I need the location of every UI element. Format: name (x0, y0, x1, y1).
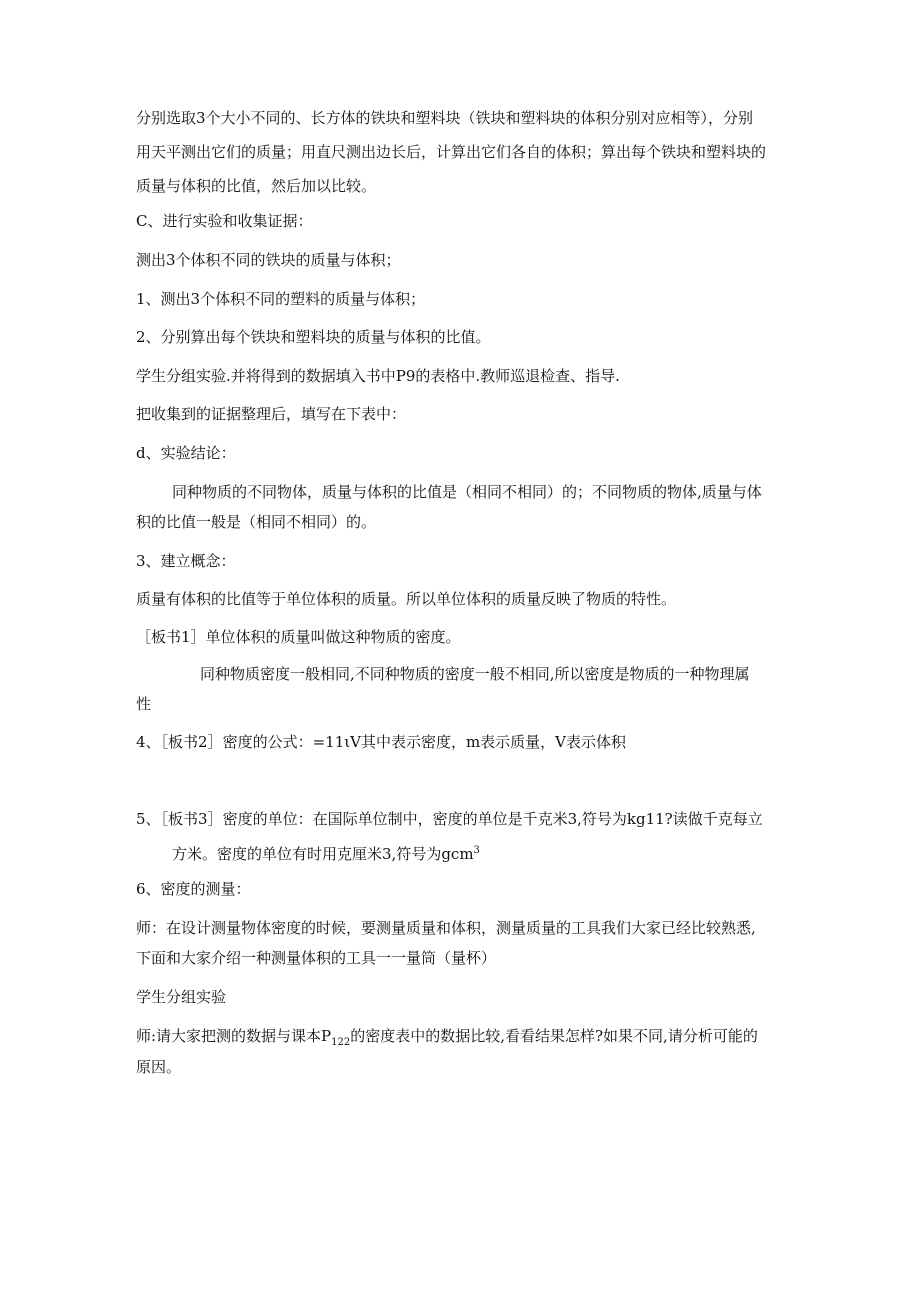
subscript: 122 (331, 1037, 351, 1048)
compare-line: 原因。 (136, 1058, 182, 1076)
paragraph-line: 质量有体积的比值等于单位体积的质量。所以单位体积的质量反映了物质的特性。 (136, 590, 677, 608)
paragraph-line: 学生分组实验 (136, 988, 227, 1006)
density-line: 同种物质密度一般相同,不同种物质的密度一般不相同,所以密度是物质的一种物理属 (200, 665, 750, 683)
paragraph-line: 分别选取3个大小不同的、长方体的铁块和塑料块（铁块和塑料块的体积分别对应相等），分别 (136, 109, 754, 127)
paragraph-line: 学生分组实验.并将得到的数据填入书中P9的表格中.教师巡退检查、指导. (136, 367, 620, 385)
list-item-3: 3、建立概念： (136, 552, 236, 570)
compare-text-b: 的密度表中的数据比较,看看结果怎样?如果不同,请分析可能的 (350, 1027, 758, 1045)
density-line: 性 (136, 695, 152, 713)
paragraph-line: 质量与体积的比值，然后加以比较。 (136, 177, 377, 195)
paragraph-line: 测出3个体积不同的铁块的质量与体积； (136, 251, 401, 269)
compare-text-a: 师:请大家把测的数据与课本P (136, 1027, 332, 1045)
paragraph-line: 把收集到的证据整理后，填写在下表中： (136, 405, 407, 423)
conclusion-line: 积的比值一般是（相同不相同）的。 (136, 513, 377, 531)
list-item-2: 2、分别算出每个铁块和塑料块的质量与体积的比值。 (136, 328, 491, 346)
teacher-line: 下面和大家介绍一种测量体积的工具一一量筒（量杯） (136, 949, 497, 967)
list-item-5: 5、［板书3］密度的单位：在国际单位制中，密度的单位是千克米3,符号为kg11?读做千克每立 (136, 810, 763, 828)
board-note-1: ［板书1］单位体积的质量叫做这种物质的密度。 (136, 628, 461, 646)
paragraph-line: 用天平测出它们的质量；用直尺测出边长后，计算出它们各自的体积；算出每个铁块和塑料块的 (136, 143, 767, 161)
teacher-line: 师：在设计测量物体密度的时候，要测量质量和体积，测量质量的工具我们大家已经比较熟悉, (136, 919, 756, 937)
section-d-title: d、实验结论： (136, 444, 236, 462)
unit-text: 方米。密度的单位有时用克厘米3,符号为gcm (172, 845, 474, 863)
list-item-1: 1、测出3个体积不同的塑料的质量与体积； (136, 290, 426, 308)
list-item-4: 4、［板书2］密度的公式：=11ιV其中表示密度，m表示质量，V表示体积 (136, 733, 627, 751)
conclusion-line: 同种物质的不同物体，质量与体积的比值是（相同不相同）的；不同物质的物体,质量与体 (172, 483, 762, 501)
compare-line (136, 1019, 758, 1060)
list-item-5-cont (172, 834, 480, 871)
list-item-6: 6、密度的测量： (136, 880, 251, 898)
superscript: 3 (473, 845, 480, 856)
section-c-title: C、进行实验和收集证据： (136, 212, 313, 230)
